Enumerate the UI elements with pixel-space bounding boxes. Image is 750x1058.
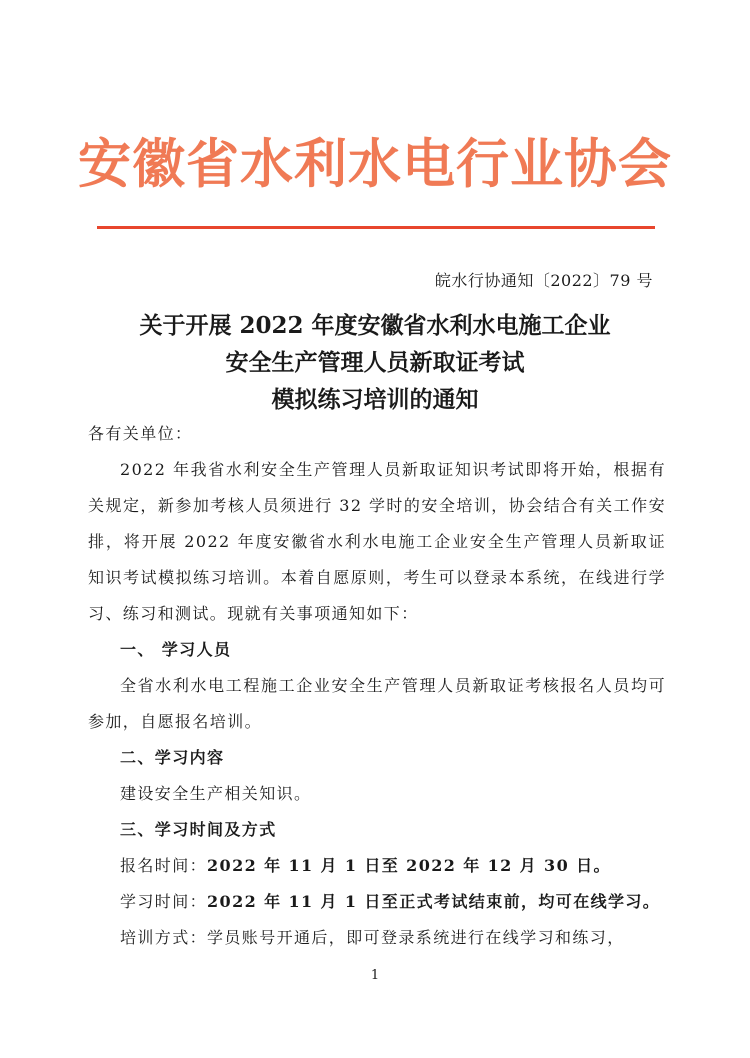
section-1-text: 全省水利水电工程施工企业安全生产管理人员新取证考核报名人员均可参加，自愿报名培训。 (88, 676, 666, 731)
salutation: 各有关单位： (88, 424, 193, 443)
organization-name: 安徽省水利水电行业协会 (78, 134, 672, 195)
study-time-value: 2022 年 11 月 1 日至正式考试结束前，均可在线学习。 (207, 892, 661, 911)
notice-body (88, 416, 666, 956)
notice-title-line-3: 模拟练习培训的通知 (271, 386, 479, 413)
intro-paragraph: 2022 年我省水利安全生产管理人员新取证知识考试即将开始，根据有关规定，新参加考核人员须进行 32 学时的安全培训，协会结合有关工作安排，将开展 2022 年度安徽省水利水电施工企业安全生产管理人员新取证知识考试模拟练习培训。本着自愿原则，考生可以登录本系统，在线进行学习、练习和测试。现就有关事项通知如下： (88, 460, 666, 623)
signup-time-label: 报名时间： (120, 856, 208, 875)
study-time-label: 学习时间： (120, 892, 208, 911)
section-1-heading: 一、 学习人员 (120, 640, 232, 659)
section-3-heading: 三、学习时间及方式 (120, 820, 277, 839)
study-time (88, 884, 666, 920)
training-method: 培训方式：学员账号开通后，即可登录系统进行在线学习和练习， (120, 928, 625, 947)
signup-time-value: 2022 年 11 月 1 日至 2022 年 12 月 30 日。 (207, 856, 611, 875)
document-number: 皖水行协通知〔2022〕79 号 (434, 271, 653, 290)
notice-title-line-2: 安全生产管理人员新取证考试 (225, 349, 525, 376)
section-2-heading: 二、学习内容 (120, 748, 225, 767)
page-number: 1 (370, 968, 380, 983)
notice-title (0, 307, 750, 418)
red-divider (97, 226, 655, 229)
notice-title-line-1: 关于开展 2022 年度安徽省水利水电施工企业 (139, 312, 611, 339)
section-2-text: 建设安全生产相关知识。 (120, 784, 312, 803)
signup-time (88, 848, 666, 884)
